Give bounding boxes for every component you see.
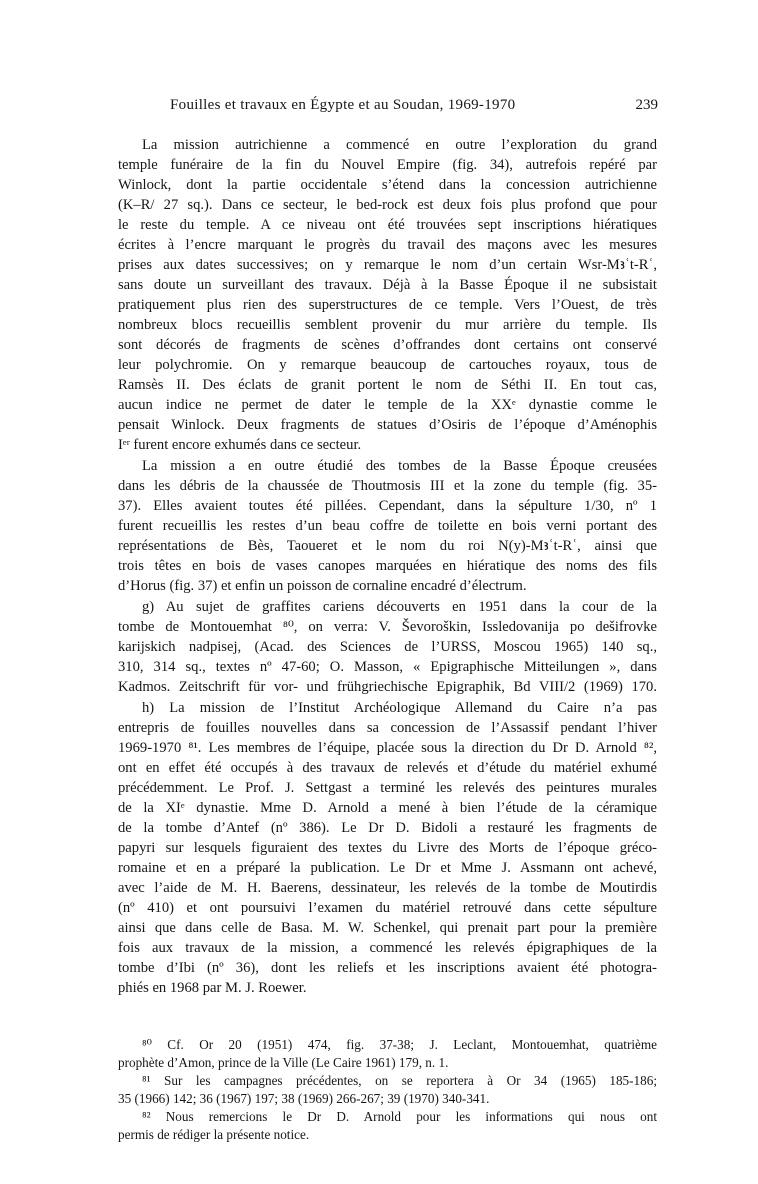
body-line: pratiquement plus rien des superstructures de ce temple. Vers l’Ouest, de très [118,297,657,313]
body-line: ainsi que dans celle de Basa. M. W. Schenkel, qui prenait part pour la première [118,920,657,936]
footnote-line: ⁸² Nous remercions le Dr D. Arnold pour les informations qui nous ont [142,1109,657,1124]
running-head-title: Fouilles et travaux en Égypte et au Soudan, 1969-1970 [170,97,516,113]
body-line: de la tombe d’Antef (nº 386). Le Dr D. Bidoli a restauré les fragments de [118,820,657,836]
body-line: Iᵉʳ furent encore exhumés dans ce secteur. [118,437,362,453]
body-line: de la XIᵉ dynastie. Mme D. Arnold a mené à bien l’étude de la céramique [118,800,657,816]
body-line: Ramsès II. Des éclats de granit portent le nom de Séthi II. En tout cas, [118,377,657,393]
body-line: écrites à l’encre marquant le progrès du travail des maçons avec les mesures [118,237,657,253]
body-line: sont décorés de fragments de scènes d’offrandes dont certains ont conservé [118,337,657,353]
body-line: avec l’aide de M. H. Baerens, dessinateur, les relevés de la tombe de Moutirdis [118,880,657,896]
body-line: romaine et en a préparé la publication. Le Dr et Mme J. Assmann ont achevé, [118,860,657,876]
body-line: prises aux dates successives; on y remarque le nom d’un certain Wsr-Mꜣʿt-Rʿ, [118,257,657,273]
body-line: (K–R/ 27 sq.). Dans ce secteur, le bed-rock est deux fois plus profond que pour [118,197,657,213]
body-line: tombe de Montouemhat ⁸⁰, on verra: V. Ševoroškin, Issledovanija po dešifrovke [118,619,657,635]
body-line: ont en effet été occupés à des travaux de relevés et d’étude du matériel exhumé [118,760,657,776]
body-line: 37). Elles avaient toutes été pillées. Cependant, dans la sépulture 1/30, nº 1 [118,498,657,514]
body-line: Winlock, dont la partie occidentale s’étend dans la concession autrichienne [118,177,657,193]
body-line: entrepris de fouilles nouvelles dans sa concession de l’Assassif pendant l’hiver [118,720,657,736]
body-line: pensait Winlock. Deux fragments de statues d’Osiris de l’époque d’Aménophis [118,417,657,433]
body-line: (nº 410) et ont poursuivi l’examen du matériel retrouvé dans cette sépulture [118,900,657,916]
body-line: karijskich nadpisej, (Acad. des Sciences de l’URSS, Moscou 1965) 140 sq., [118,639,657,655]
body-line: furent recueillis les restes d’un beau coffre de toilette en bois verni portant des [118,518,657,534]
body-line: représentations de Bès, Taoueret et le nom du roi N(y)-Mꜣʿt-Rʿ, ainsi que [118,538,657,554]
footnote-line: 35 (1966) 142; 36 (1967) 197; 38 (1969) 266-267; 39 (1970) 340-341. [118,1091,490,1106]
body-line: fois aux travaux de la mission, a commencé les relevés épigraphiques de la [118,940,657,956]
body-line: le reste du temple. A ce niveau ont été trouvées sept inscriptions hiératiques [118,217,657,233]
body-line: aucun indice ne permet de dater le temple de la XXᵉ dynastie comme le [118,397,657,413]
body-line: trois têtes en bois de vases canopes marquées en hiératique des noms des fils [118,558,657,574]
body-line: d’Horus (fig. 37) et enfin un poisson de cornaline encadré d’électrum. [118,578,527,594]
body-line: nombreux blocs recueillis semblent provenir du mur arrière du temple. Ils [118,317,657,333]
body-line: Kadmos. Zeitschrift für vor- und frühgriechische Epigraphik, Bd VIII/2 (1969) 170. [118,679,657,695]
body-line: précédemment. Le Prof. J. Settgast a terminé les relevés des peintures murales [118,780,657,796]
body-line: sans doute un surveillant des travaux. Déjà à la Basse Époque il ne subsistait [118,277,657,293]
body-line: tombe d’Ibi (nº 36), dont les reliefs et les inscriptions avaient été photogra- [118,960,657,976]
footnote-line: permis de rédiger la présente notice. [118,1127,310,1142]
body-line: dans les débris de la chaussée de Thoutmosis III et la zone du temple (fig. 35- [118,478,657,494]
body-line: La mission a en outre étudié des tombes de la Basse Époque creusées [142,458,657,474]
body-line: 310, 314 sq., textes nº 47-60; O. Masson, « Epigraphische Mitteilungen », dans [118,659,657,675]
body-line: phiés en 1968 par M. J. Roewer. [118,980,307,996]
body-line: La mission autrichienne a commencé en outre l’exploration du grand [142,137,657,153]
body-line: h) La mission de l’Institut Archéologique Allemand du Caire n’a pas [142,700,657,716]
footnote-line: ⁸¹ Sur les campagnes précédentes, on se reportera à Or 34 (1965) 185-186; [142,1073,657,1088]
body-line: g) Au sujet de graffites cariens découverts en 1951 dans la cour de la [142,599,657,615]
running-head [170,97,658,117]
body-line: papyri sur lesquels figuraient des textes du Livre des Morts de l’époque gréco- [118,840,657,856]
body-line: 1969-1970 ⁸¹. Les membres de l’équipe, placée sous la direction du Dr D. Arnold ⁸², [118,740,657,756]
footnote-line: ⁸⁰ Cf. Or 20 (1951) 474, fig. 37-38; J. Leclant, Montouemhat, quatrième [142,1037,657,1052]
footnote-line: prophète d’Amon, prince de la Ville (Le Caire 1961) 179, n. 1. [118,1055,449,1070]
body-line: leur polychromie. On y remarque beaucoup de cartouches royaux, tous de [118,357,657,373]
page-number: 239 [635,97,658,113]
body-line: temple funéraire de la fin du Nouvel Empire (fig. 34), autrefois repéré par [118,157,657,173]
